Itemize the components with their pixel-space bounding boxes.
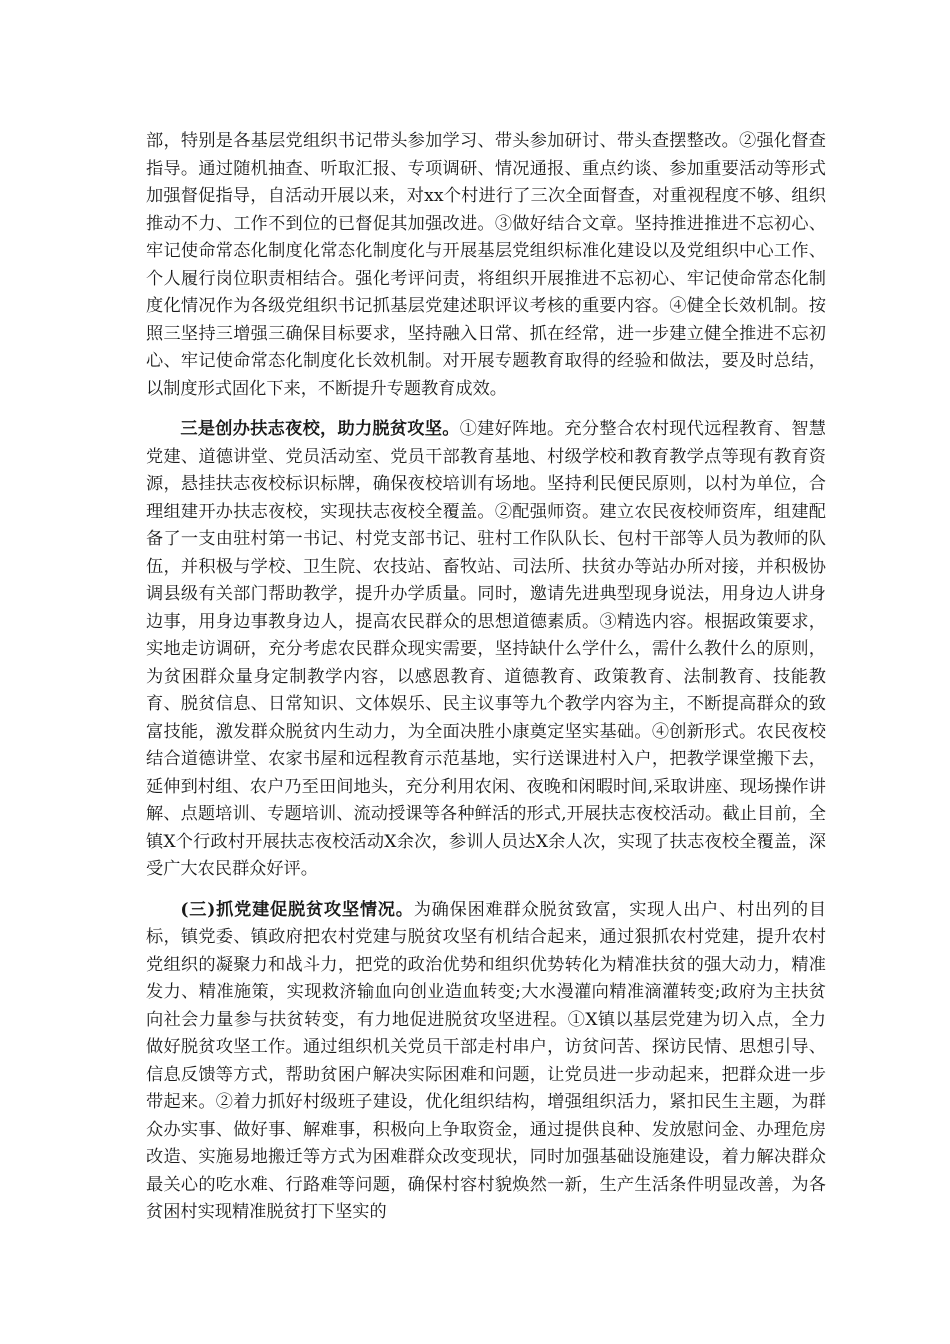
- paragraph-2-heading: 三是创办扶志夜校，助力脱贫攻坚。: [180, 419, 460, 439]
- paragraph-3-text: 为确保困难群众脱贫致富，实现人出户、村出列的目标，镇党委、镇政府把农村党建与脱贫攻坚有机结合起来，通过狠抓农村党建，提升农村党组织的凝聚力和战斗力，把党的政治优势和组织优势转化为精准扶贫的强大动力，精准发力、精准施策，实现救济输血向创业造血转变;大水漫灌向精准滴灌转变;政府为主扶贫向社会力量参与扶贫转变，有力地促进脱贫攻坚进程。①X镇以基层党建为切入点，全力做好脱贫攻坚工作。通过组织机关党员干部走村串户，访贫问苦、探访民情、思想引导、信息反馈等方式，帮助贫困户解决实际困难和问题，让党员进一步动起来，把群众进一步带起来。②着力抓好村级班子建设，优化组织结构，增强组织活力，紧扣民生主题，为群众办实事、做好事、解难事，积极向上争取资金，通过提供良种、发放慰问金、办理危房改造、实施易地搬迁等方式为困难群众改变现状，同时加强基础设施建设，着力解决群众最关心的吃水难、行路难等问题，确保村容村貌焕然一新，生产生活条件明显改善，为各贫困村实现精准脱贫打下坚实的: [146, 899, 827, 1222]
- paragraph-2-text: ①建好阵地。充分整合农村现代远程教育、智慧党建、道德讲堂、党员活动室、党员干部教育基地、村级学校和教育教学点等现有教育资源，悬挂扶志夜校标识标牌，确保夜校培训有场地。坚持利民便民原则，以村为单位，合理组建开办扶志夜校，实现扶志夜校全覆盖。②配强师资。建立农民夜校师资库，组建配备了一支由驻村第一书记、村党支部书记、驻村工作队队长、包村干部等人员为教师的队伍，并积极与学校、卫生院、农技站、畜牧站、司法所、扶贫办等站办所对接，并积极协调县级有关部门帮助教学，提升办学质量。同时，邀请先进典型现身说法，用身边人讲身边事，用身边事教身边人，提高农民群众的思想道德素质。③精选内容。根据政策要求，实地走访调研，充分考虑农民群众现实需要，坚持缺什么学什么，需什么教什么的原则，为贫困群众量身定制教学内容，以感恩教育、道德教育、政策教育、法制教育、技能教育、脱贫信息、日常知识、文体娱乐、民主议事等九个教学内容为主，不断提高群众的致富技能，激发群众脱贫内生动力，为全面决胜小康奠定坚实基础。④创新形式。农民夜校结合道德讲堂、农家书屋和远程教育示范基地，实行送课进村入户，把教学课堂搬下去，延伸到村组、农户乃至田间地头，充分利用农闲、夜晚和闲暇时间,采取讲座、现场操作讲解、点题培训、专题培训、流动授课等各种鲜活的形式,开展扶志夜校活动。截止目前，全镇X个行政村开展扶志夜校活动X余次，参训人员达X余人次，实现了扶志夜校全覆盖，深受广大农民群众好评。: [146, 419, 826, 879]
- document-body: [146, 128, 826, 1227]
- paragraph-1: [146, 128, 826, 403]
- paragraph-3-heading: (三)抓党建促脱贫攻坚情况。: [180, 899, 414, 920]
- paragraph-2: [146, 416, 826, 884]
- paragraph-1-text: 部，特别是各基层党组织书记带头参加学习、带头参加研讨、带头查摆整改。②强化督查指导。通过随机抽查、听取汇报、专项调研、情况通报、重点约谈、参加重要活动等形式加强督促指导，自活动开展以来，对xx个村进行了三次全面督查，对重视程度不够、组织推动不力、工作不到位的已督促其加强改进。③做好结合文章。坚持推进推进不忘初心、牢记使命常态化制度化常态化制度化与开展基层党组织标准化建设以及党组织中心工作、个人履行岗位职责相结合。强化考评问责，将组织开展推进不忘初心、牢记使命常态化制度化情况作为各级党组织书记抓基层党建述职评议考核的重要内容。④健全长效机制。按照三坚持三增强三确保目标要求，坚持融入日常、抓在经常，进一步建立健全推进不忘初心、牢记使命常态化制度化长效机制。对开展专题教育取得的经验和做法，要及时总结，以制度形式固化下来，不断提升专题教育成效。: [146, 131, 826, 399]
- paragraph-3: [146, 897, 826, 1227]
